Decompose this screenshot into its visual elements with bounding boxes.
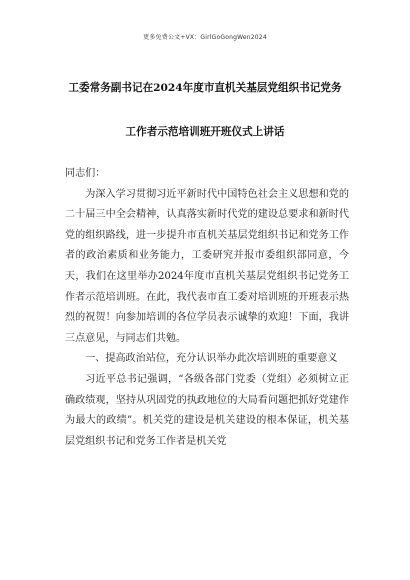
paragraph-section-1: 习近平总书记强调，“各级各部门党委（党组）必须树立正确政绩观，坚持从巩固党的执政地位的大局看问题把抓好党建作为最大的政绩”。机关党的建设是机关建设的根本保证，机关基层党组织书记和党务工作者是机关党 — [65, 373, 349, 447]
document-body — [65, 164, 349, 452]
header-watermark: 更多免费公文+VX：GirlGoGongWen2024 — [143, 34, 267, 41]
paragraph-intro: 为深入学习贯彻习近平新时代中国特色社会主义思想和党的二十届三中全会精神，认真落实新时代党的建设总要求和新时代党的组织路线，进一步提升市直机关基层党组织书记和党务工作者的政治素质和业务能力，工委研究并报市委组织部同意，今天，我们在这里举办2024年度市直机关基层党组织书记党务工作者示范培训班。在此，我代表市直工委对培训班的开班表示热烈的祝贺！向参加培训的各位学员表示诚挚的欢迎！下面，我讲三点意见，与同志们共勉。 — [65, 188, 349, 344]
document-title-line-2: 工作者示范培训班开班仪式上讲话 — [125, 126, 285, 138]
greeting: 同志们： — [65, 168, 106, 179]
document-title-line-1: 工委常务副书记在2024年度市直机关基层党组织书记党务 — [68, 82, 342, 94]
section-heading-1: 一、提高政治站位，充分认识举办此次培训班的重要意义 — [85, 353, 338, 365]
